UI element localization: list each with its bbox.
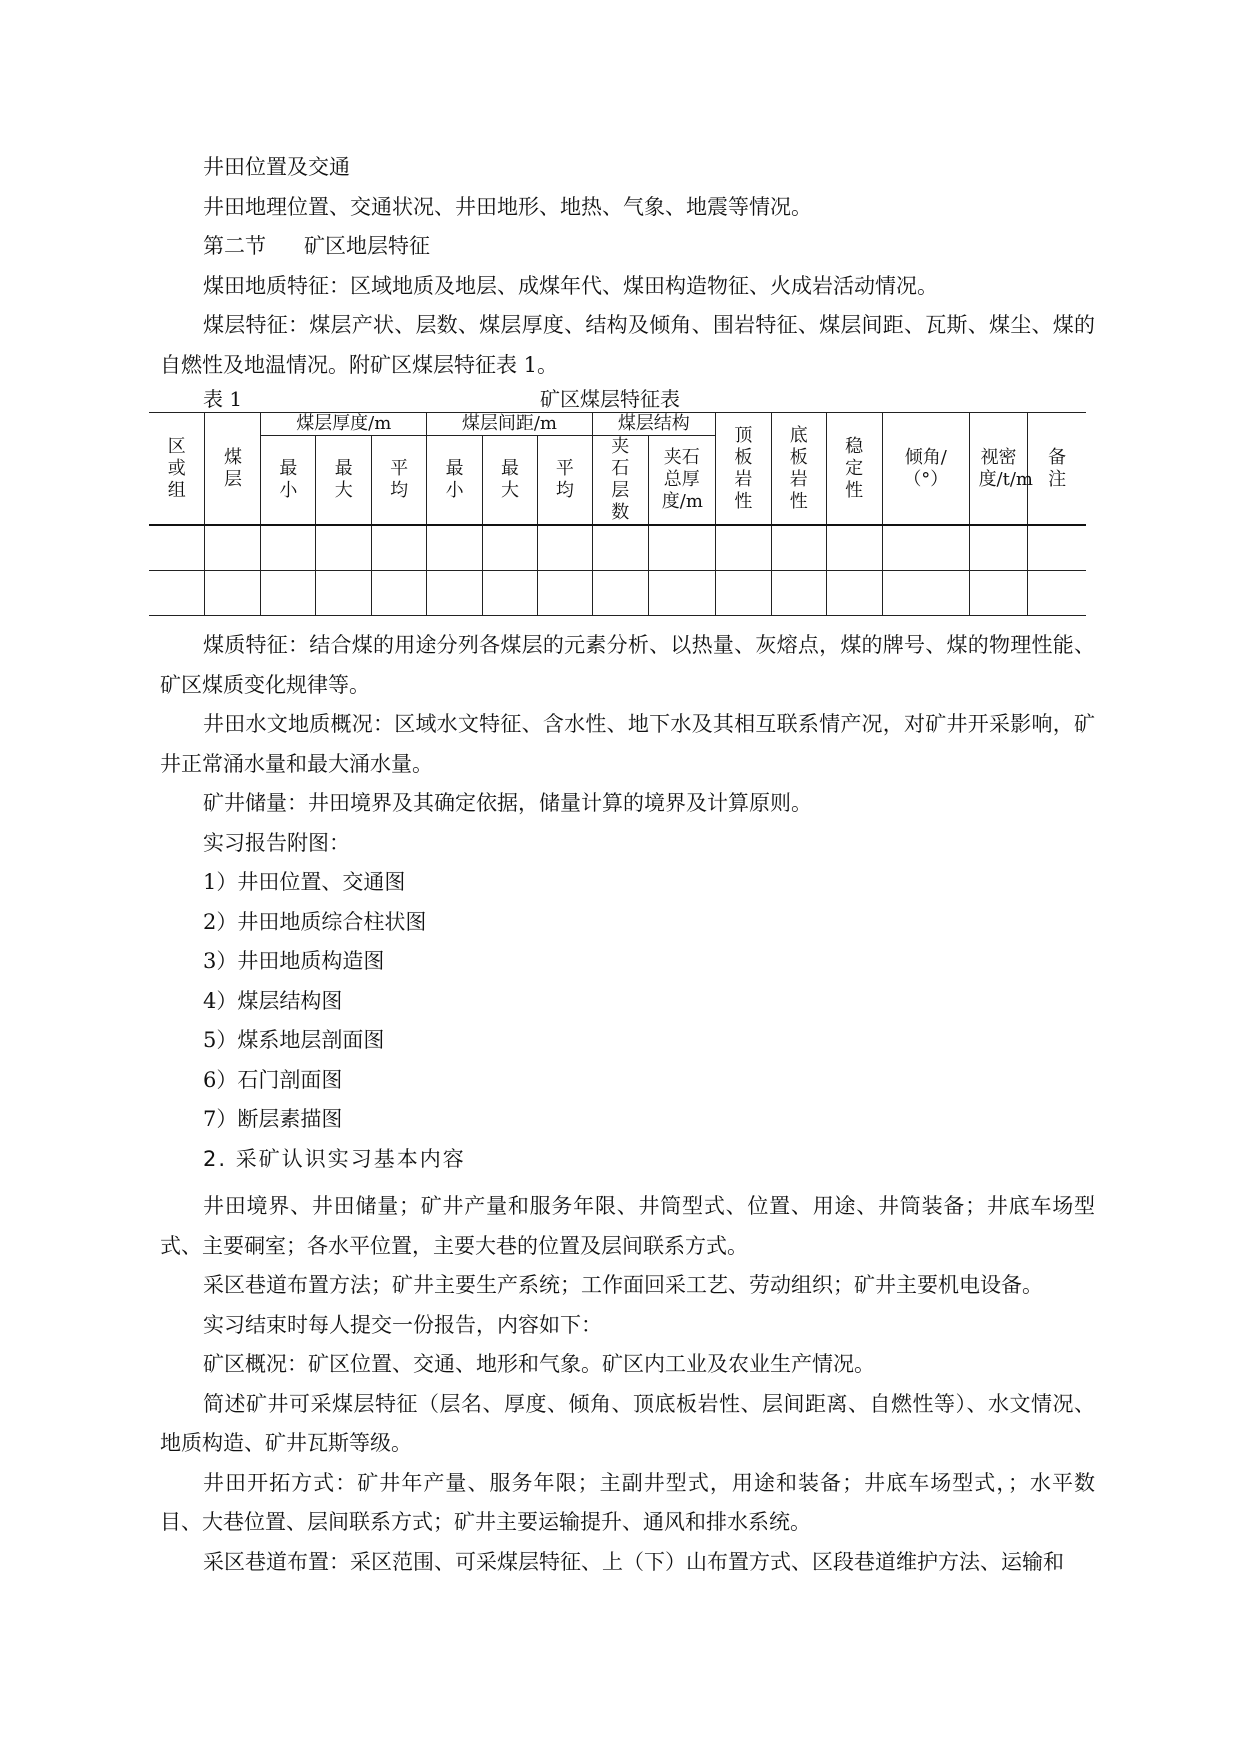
header-density: 视密度/t/m bbox=[969, 413, 1027, 526]
text-line: 井田地理位置、交通状况、井田地形、地热、气象、地震等情况。 bbox=[203, 194, 812, 219]
paragraph: 煤层特征：煤层产状、层数、煤层厚度、结构及倾角、围岩特征、煤层间距、瓦斯、煤尘、煤的自燃性及地温情况。附矿区煤层特征表 1。 bbox=[160, 313, 1095, 377]
paragraph: 井田水文地质概况：区域水文特征、含水性、地下水及其相互联系情产况，对矿井开采影响，矿井正常涌水量和最大涌水量。 bbox=[160, 712, 1095, 776]
list-item: 3）井田地质构造图 bbox=[203, 949, 385, 973]
header-seam: 煤层 bbox=[205, 413, 261, 526]
header-spacing-avg: 平均 bbox=[537, 436, 592, 526]
header-thickness-max: 最大 bbox=[316, 436, 372, 526]
table-title: 矿区煤层特征表 bbox=[540, 387, 680, 411]
table-caption bbox=[160, 386, 1095, 412]
paragraph: 井田开拓方式：矿井年产量、服务年限；主副井型式，用途和装备；井底车场型式，；水平数目、大巷位置、层间联系方式；矿井主要运输提升、通风和排水系统。 bbox=[160, 1470, 1095, 1534]
paragraph: 简述矿井可采煤层特征（层名、厚度、倾角、顶底板岩性、层间距离、自燃性等）、水文情况、地质构造、矿井瓦斯等级。 bbox=[160, 1391, 1095, 1455]
paragraph: 采区巷道布置方法；矿井主要生产系统；工作面回采工艺、劳动组织；矿井主要机电设备。 bbox=[203, 1273, 1043, 1297]
list-item: 2）井田地质综合柱状图 bbox=[203, 909, 427, 934]
paragraph: 实习结束时每人提交一份报告，内容如下： bbox=[203, 1312, 602, 1337]
header-remark: 备注 bbox=[1028, 413, 1086, 526]
header-parting-count: 夹石层数 bbox=[592, 436, 648, 526]
section-title: 矿区地层特征 bbox=[304, 234, 430, 258]
header-dip: 倾角/（°） bbox=[882, 413, 969, 526]
coal-seam-table bbox=[149, 412, 1086, 616]
header-roof: 顶板岩性 bbox=[715, 413, 771, 526]
section-heading: 2. 采矿认识实习基本内容 bbox=[203, 1146, 466, 1171]
document-page bbox=[160, 148, 1095, 1582]
paragraph: 矿井储量：井田境界及其确定依据，储量计算的境界及计算原则。 bbox=[203, 791, 812, 815]
list-item: 1）井田位置、交通图 bbox=[203, 870, 406, 894]
table-label: 表 1 bbox=[203, 387, 243, 411]
text-line: 井田位置及交通 bbox=[203, 155, 350, 179]
header-spacing-min: 最小 bbox=[427, 436, 483, 526]
attachments-title: 实习报告附图： bbox=[203, 830, 350, 855]
header-thickness: 煤层厚度/m bbox=[261, 413, 427, 436]
header-spacing-max: 最大 bbox=[483, 436, 538, 526]
section-number: 第二节 bbox=[203, 234, 266, 258]
list-item: 4）煤层结构图 bbox=[203, 988, 343, 1013]
header-structure: 煤层结构 bbox=[592, 413, 715, 436]
paragraph: 井田境界、井田储量；矿井产量和服务年限、井筒型式、位置、用途、井筒装备；井底车场型式、主要硐室；各水平位置，主要大巷的位置及层间联系方式。 bbox=[160, 1194, 1095, 1258]
table-row bbox=[149, 571, 1086, 616]
header-floor: 底板岩性 bbox=[771, 413, 826, 526]
table-row bbox=[149, 525, 1086, 571]
list-item: 7）断层素描图 bbox=[203, 1107, 343, 1131]
list-item: 5）煤系地层剖面图 bbox=[203, 1028, 385, 1052]
section-heading bbox=[160, 227, 1095, 267]
header-parting-thickness: 夹石总厚度/m bbox=[648, 436, 715, 526]
header-spacing: 煤层间距/m bbox=[427, 413, 593, 436]
paragraph: 煤田地质特征：区域地质及地层、成煤年代、煤田构造物征、火成岩活动情况。 bbox=[203, 273, 938, 298]
header-zone: 区或组 bbox=[149, 413, 205, 526]
paragraph: 煤质特征：结合煤的用途分列各煤层的元素分析、以热量、灰熔点，煤的牌号、煤的物理性能、矿区煤质变化规律等。 bbox=[160, 633, 1095, 697]
list-item: 6）石门剖面图 bbox=[203, 1067, 343, 1092]
paragraph: 矿区概况：矿区位置、交通、地形和气象。矿区内工业及农业生产情况。 bbox=[203, 1352, 875, 1376]
header-thickness-avg: 平均 bbox=[372, 436, 427, 526]
paragraph: 采区巷道布置：采区范围、可采煤层特征、上（下）山布置方式、区段巷道维护方法、运输和 bbox=[203, 1549, 1064, 1574]
header-stability: 稳定性 bbox=[826, 413, 882, 526]
header-thickness-min: 最小 bbox=[261, 436, 316, 526]
